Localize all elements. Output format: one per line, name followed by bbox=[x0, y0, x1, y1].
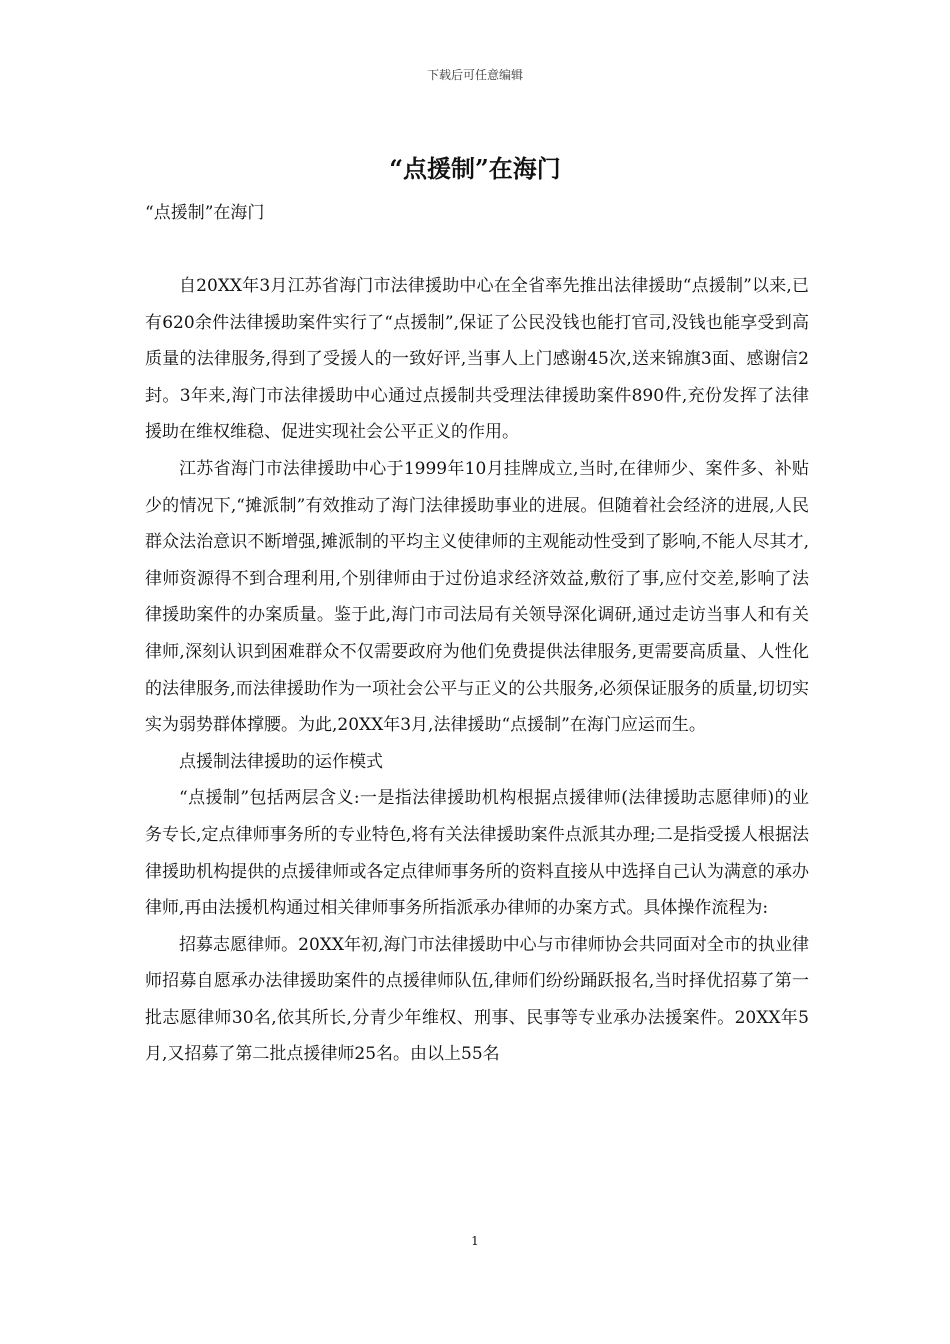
page-number: 1 bbox=[471, 1234, 479, 1248]
section-heading: 点援制法律援助的运作模式 bbox=[179, 751, 383, 772]
paragraph-4: 招募志愿律师。20XX年初,海门市法律援助中心与市律师协会共同面对全市的执业律师招募自愿承办法律援助案件的点援律师队伍,律师们纷纷踊跃报名,当时择优招募了第一批志愿律师30名,依其所长,分青少年维权、刑事、民事等专业承办法援案件。20XX年5月,又招募了第二批点援律师25名。由以上55名 bbox=[145, 934, 809, 1065]
paragraph-3: “点援制”包括两层含义:一是指法律援助机构根据点援律师(法律援助志愿律师)的业务专长,定点律师事务所的专业特色,将有关法律援助案件点派其办理;二是指受援人根据法律援助机构提供的点援律师或各定点律师事务所的资料直接从中选择自己认为满意的承办律师,再由法援机构通过相关律师事务所指派承办律师的办案方式。具体操作流程为: bbox=[145, 788, 809, 919]
paragraph-2: 江苏省海门市法律援助中心于1999年10月挂牌成立,当时,在律师少、案件多、补贴少的情况下,“摊派制”有效推动了海门法律援助事业的进展。但随着社会经济的进展,人民群众法治意识不断增强,摊派制的平均主义使律师的主观能动性受到了影响,不能人尽其才,律师资源得不到合理利用,个别律师由于过份追求经济效益,敷衍了事,应付交差,影响了法律援助案件的办案质量。鉴于此,海门市司法局有关领导深化调研,通过走访当事人和有关律师,深刻认识到困难群众不仅需要政府为他们免费提供法律服务,更需要高质量、人性化的法律服务,而法律援助作为一项社会公平与正义的公共服务,必须保证服务的质量,切切实实为弱势群体撑腰。为此,20XX年3月,法律援助“点援制”在海门应运而生。 bbox=[145, 458, 809, 736]
header-note: 下载后可任意编辑 bbox=[426, 68, 523, 82]
document-body bbox=[145, 268, 809, 1073]
document-title: “点援制”在海门 bbox=[389, 154, 561, 183]
document-subtitle: “点援制”在海门 bbox=[145, 203, 265, 223]
paragraph-1: 自20XX年3月江苏省海门市法律援助中心在全省率先推出法律援助“点援制”以来,已有620余件法律援助案件实行了“点援制”,保证了公民没钱也能打官司,没钱也能享受到高质量的法律服务,得到了受援人的一致好评,当事人上门感谢45次,送来锦旗3面、感谢信2封。3年来,海门市法律援助中心通过点援制共受理法律援助案件890件,充份发挥了法律援助在维权维稳、促进实现社会公平正义的作用。 bbox=[145, 276, 809, 443]
